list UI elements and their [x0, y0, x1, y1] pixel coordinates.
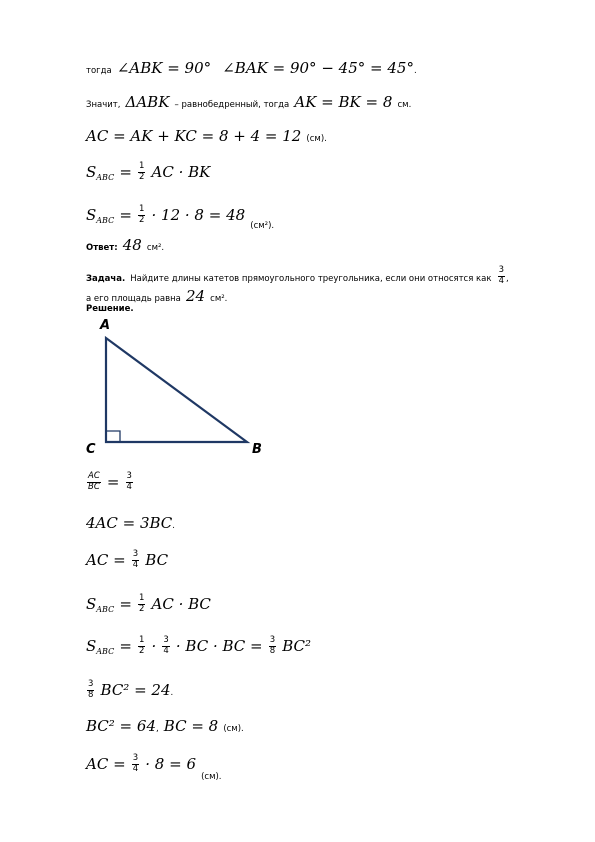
fraction-three-eighths: $\frac{3}{8}$	[269, 635, 276, 656]
line-area-legs	[86, 594, 211, 615]
symbol-area: $S_{ABC}$	[86, 205, 115, 225]
vertex-c-label: C	[86, 442, 96, 457]
fraction-half: $\frac{1}{2}$	[138, 204, 145, 225]
fraction-three-quarters: $\frac{3}{4}$	[132, 753, 139, 774]
equals: =	[119, 594, 132, 613]
formula-ac-bc: AC · BC	[151, 594, 211, 613]
vertex-a-label: A	[100, 318, 111, 333]
line-ac-value	[86, 754, 222, 781]
unit-cm2: см².	[146, 243, 165, 253]
formula-ac-bk: AC · BK	[151, 162, 211, 181]
comma: ,	[506, 273, 509, 284]
right-angle-mark	[106, 431, 120, 442]
formula-triangle-abk: ΔABK	[125, 93, 170, 111]
task-text-area: а его площадь равна	[86, 294, 181, 304]
answer-value: 48	[122, 236, 142, 254]
fraction-half: $\frac{1}{2}$	[138, 635, 145, 656]
vertex-b-label: B	[252, 442, 262, 457]
line-equation-bc	[86, 680, 173, 701]
text-isosceles: – равнобедренный, тогда	[174, 100, 290, 110]
formula-ac-sum: AC = AK + KC = 8 + 4 = 12	[86, 127, 302, 145]
unit-cm2: (см²).	[250, 220, 275, 231]
period: .	[170, 687, 174, 698]
formula-bc: BC	[145, 550, 169, 569]
unit-cm: см.	[397, 100, 412, 110]
period: .	[413, 66, 417, 76]
text-then: тогда	[86, 66, 112, 76]
solution-label: Решение.	[86, 304, 134, 314]
triangle-abc	[106, 338, 247, 442]
answer-label: Ответ:	[86, 243, 118, 253]
line-ac-expr	[86, 550, 168, 571]
fraction-ratio: $\frac{3}{4}$	[498, 265, 505, 286]
formula-angle-abk: ∠ABK = 90°	[116, 59, 212, 77]
formula-bc2-64: BC² = 64	[86, 717, 156, 735]
fraction-three-quarters: $\frac{3}{4}$	[163, 635, 169, 656]
dot: ·	[151, 636, 157, 655]
equals: =	[106, 472, 120, 491]
formula-bc-8: BC = 8	[163, 717, 219, 735]
task-label: Задача.	[86, 273, 126, 284]
fraction-three-quarters: $\frac{3}{4}$	[132, 549, 139, 570]
period: .	[172, 521, 175, 531]
formula-ac-eq: AC =	[86, 550, 126, 569]
line-area-substituted	[86, 636, 311, 657]
unit-cm: (см).	[306, 134, 327, 144]
task-area-value: 24	[185, 287, 206, 305]
equals: =	[119, 162, 132, 181]
line-proportion	[86, 515, 175, 531]
symbol-area: $S_{ABC}$	[86, 162, 115, 182]
line-bc-value	[86, 718, 244, 734]
formula-bc2-24: BC² = 24	[100, 680, 171, 699]
fraction-ac-bc: $\frac{AC}{BC}$	[88, 471, 100, 492]
text-therefore: Значит,	[86, 100, 121, 110]
formula-ak-bk: AK = BK = 8	[294, 93, 393, 111]
equals: =	[119, 636, 132, 655]
formula-4ac-3bc: 4AC = 3BC	[86, 514, 173, 532]
equals: =	[119, 205, 132, 224]
fraction-three-eighths: $\frac{3}{8}$	[88, 679, 94, 700]
unit-cm: (см).	[201, 771, 222, 782]
unit-cm2: см².	[210, 294, 228, 304]
fraction-three-quarters: $\frac{3}{4}$	[126, 471, 132, 492]
formula-bc-squared: BC²	[282, 636, 312, 655]
symbol-area: $S_{ABC}$	[86, 636, 115, 656]
formula-bc-bc: · BC · BC =	[175, 636, 263, 655]
formula-area-calc: · 12 · 8 = 48	[151, 205, 246, 224]
formula-ac-eq: AC =	[86, 754, 126, 773]
comma: ,	[155, 724, 159, 734]
unit-cm: (см).	[223, 724, 244, 734]
formula-angle-bak: ∠BAK = 90° − 45° = 45°	[222, 59, 414, 77]
symbol-area: $S_{ABC}$	[86, 594, 115, 614]
fraction-half: $\frac{1}{2}$	[138, 161, 145, 182]
fraction-half: $\frac{1}{2}$	[138, 593, 145, 614]
line-ratio	[86, 472, 134, 493]
formula-ac-6: · 8 = 6	[145, 754, 196, 773]
task-text: Найдите длины катетов прямоугольного треугольника, если они относятся как	[130, 273, 492, 284]
